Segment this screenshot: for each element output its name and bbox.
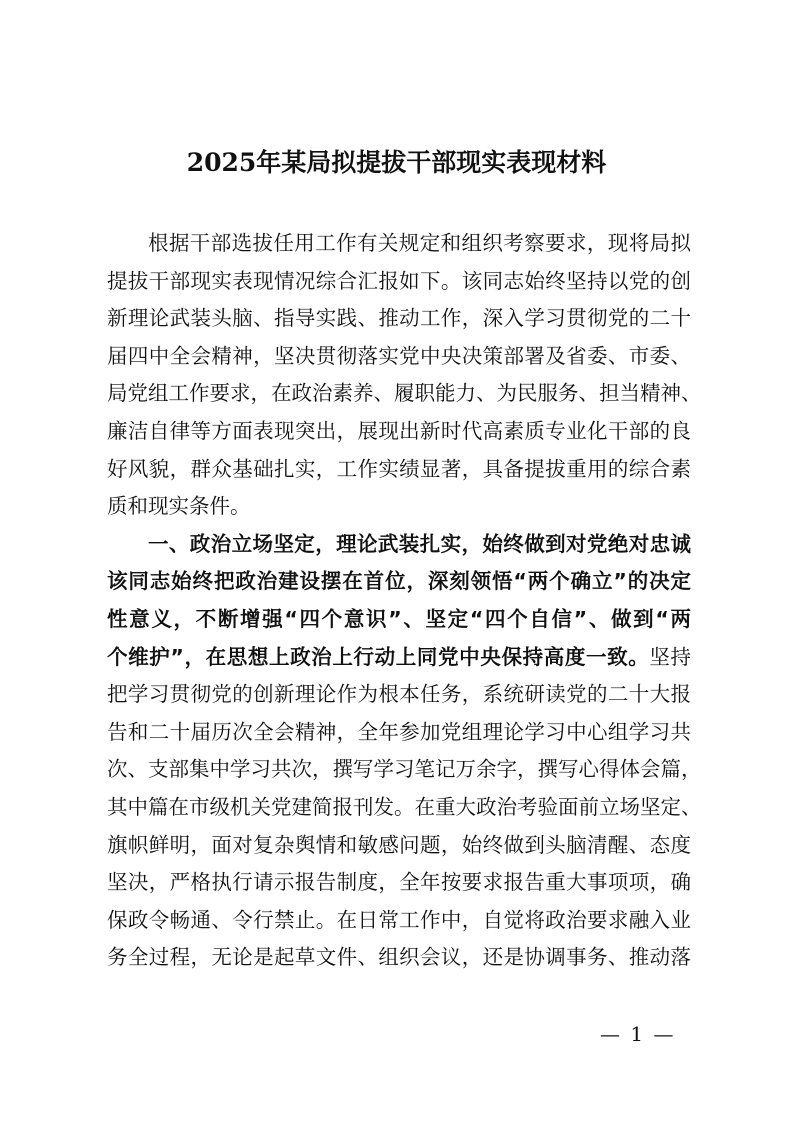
text-line — [107, 902, 691, 940]
text-line — [107, 563, 691, 601]
document-body — [107, 225, 702, 977]
text-span: 廉洁自律等方面表现突出，展现出新时代高素质专业化干部的良 — [107, 418, 691, 443]
text-line — [107, 676, 691, 714]
text-line — [107, 789, 702, 827]
text-line — [107, 639, 691, 677]
text-line — [107, 488, 691, 526]
document-title: 2025年某局拟提拔干部现实表现材料 — [186, 148, 607, 177]
text-line — [107, 939, 691, 977]
text-line — [107, 375, 702, 413]
bold-text: 性意义，不断增强“四个意识”、坚定“四个自信”、做到“两 — [107, 606, 691, 631]
text-span: 提拔干部现实表现情况综合汇报如下。该同志始终坚持以党的创 — [107, 268, 691, 293]
text-span: 旗帜鲜明，面对复杂舆情和敏感问题，始终做到头脑清醒、态度 — [107, 832, 691, 857]
bold-text: 该同志始终把政治建设摆在首位，深刻领悟“两个确立”的决定 — [107, 569, 691, 594]
text-span: 保政令畅通、令行禁止。在日常工作中，自觉将政治要求融入业 — [107, 907, 691, 932]
text-span: 新理论武装头脑、指导实践、推动工作，深入学习贯彻党的二十 — [107, 306, 691, 331]
text-span: 坚决，严格执行请示报告制度，全年按要求报告重大事项项，确 — [107, 870, 691, 895]
text-line — [107, 827, 691, 865]
text-span: 根据干部选拔任用工作有关规定和组织考察要求，现将局拟 — [148, 231, 691, 255]
text-line — [107, 601, 691, 639]
bold-text: 一、政治立场坚定，理论武装扎实，始终做到对党绝对忠诚 — [148, 531, 691, 556]
bold-text: 个维护”，在思想上政治上行动上同党中央保持高度一致。 — [107, 644, 650, 669]
text-line — [107, 413, 691, 451]
text-span: 次、支部集中学习共次，撰写学习笔记万余字，撰写心得体会篇， — [107, 757, 702, 782]
text-span: 把学习贯彻党的创新理论作为根本任务，系统研读党的二十大报 — [107, 682, 691, 707]
text-line — [107, 864, 691, 902]
text-line — [107, 225, 691, 263]
text-span: 务全过程，无论是起草文件、组织会议，还是协调事务、推动落 — [107, 945, 691, 970]
text-span: 局党组工作要求，在政治素养、履职能力、为民服务、担当精神、 — [107, 381, 702, 406]
text-line — [107, 263, 691, 301]
page-number: — 1 — — [600, 1022, 676, 1046]
text-line — [107, 338, 691, 376]
text-span: 坚持 — [649, 644, 691, 669]
text-span: 其中篇在市级机关党建简报刊发。在重大政治考验面前立场坚定、 — [107, 794, 702, 819]
text-span: 质和现实条件。 — [107, 494, 251, 519]
text-line — [107, 300, 691, 338]
text-span: 好风貌，群众基础扎实，工作实绩显著，具备提拔重用的综合素 — [107, 456, 691, 481]
text-span: 告和二十届历次全会精神，全年参加党组理论学习中心组学习共 — [107, 719, 691, 744]
text-span: 届四中全会精神，坚决贯彻落实党中央决策部署及省委、市委、 — [107, 343, 691, 368]
section-heading — [107, 526, 691, 564]
text-line — [107, 751, 702, 789]
text-line — [107, 451, 691, 489]
text-line — [107, 714, 691, 752]
